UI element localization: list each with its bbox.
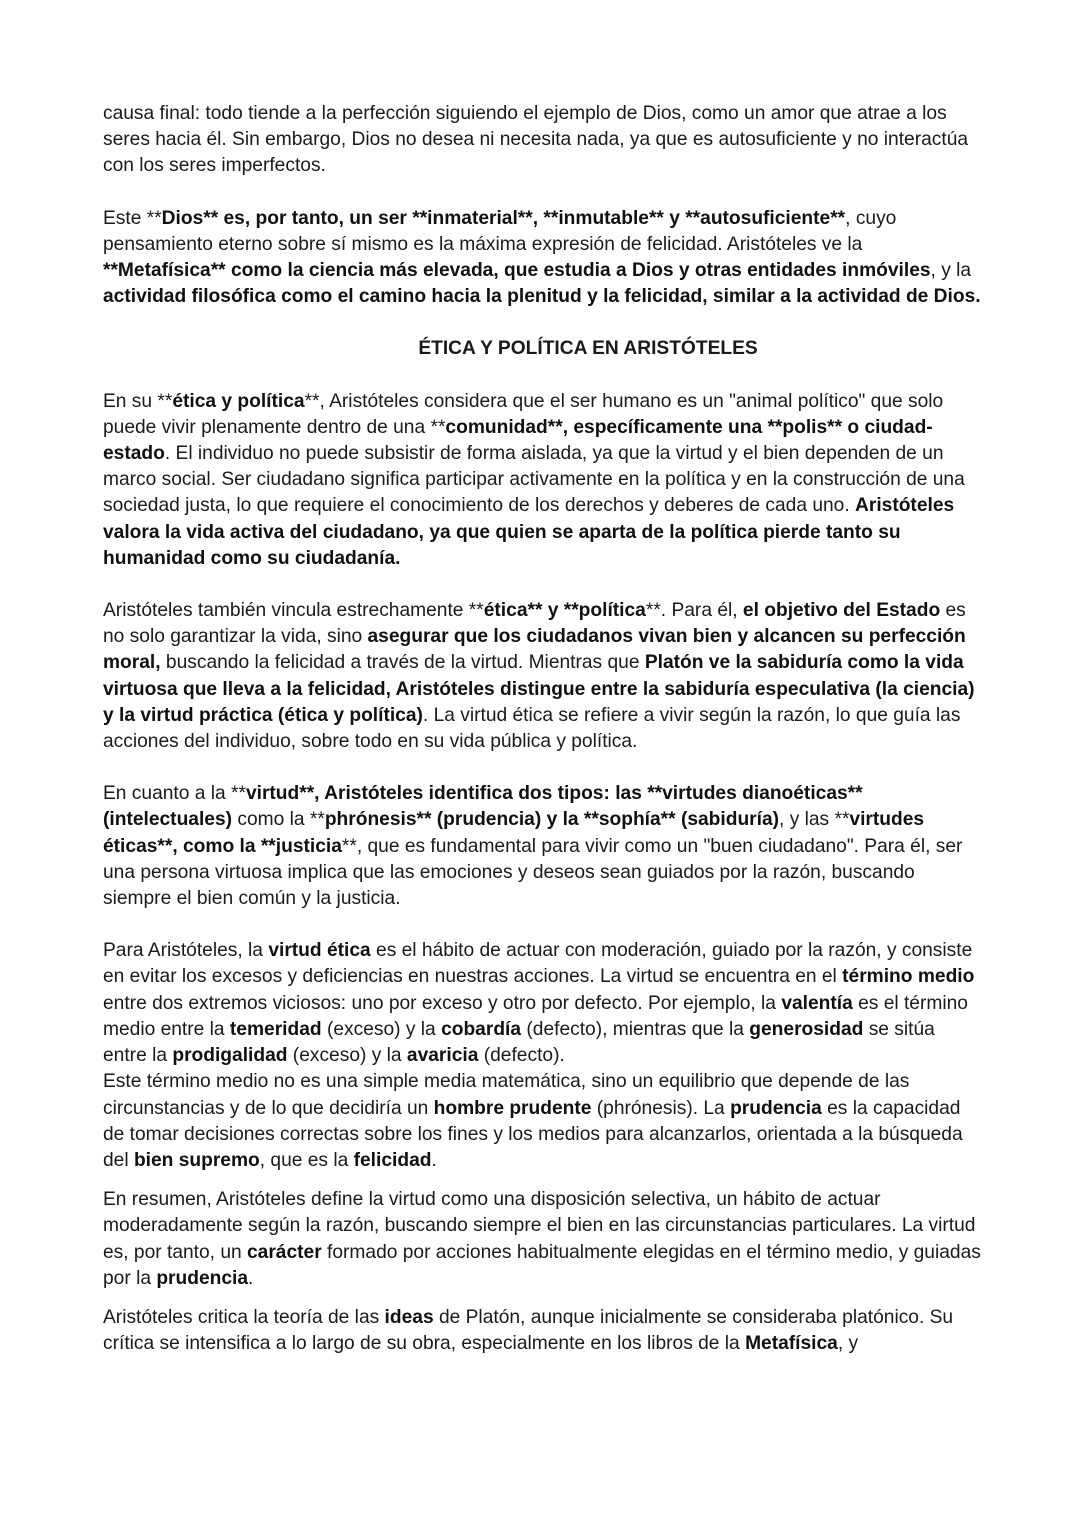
- bold-text: **Metafísica** como la ciencia más elevada, que estudia a Dios y otras entidades inmóviles: [103, 260, 931, 282]
- bold-text: carácter: [247, 1241, 322, 1263]
- section-heading: ÉTICA Y POLÍTICA EN ARISTÓTELES: [418, 338, 758, 360]
- text-run: En su **: [103, 390, 173, 412]
- paragraph-animal-politico: [103, 389, 983, 572]
- bold-text: ideas: [384, 1306, 434, 1328]
- paragraph-resumen: [103, 1187, 983, 1292]
- bold-text: prodigalidad: [172, 1045, 288, 1067]
- text-run: Aristóteles también vincula estrechamente **: [103, 600, 484, 622]
- bold-text: término medio: [842, 966, 975, 988]
- text-run: En cuanto a la **: [103, 783, 246, 805]
- text-run: , y la: [930, 260, 972, 282]
- text-run: Aristóteles critica la teoría de las: [103, 1306, 385, 1328]
- bold-text: virtudes éticas**, como la **justicia: [103, 809, 925, 857]
- bold-text: virtud ética: [268, 940, 371, 962]
- paragraph-dios-inmaterial: [103, 206, 983, 311]
- text-run: .: [248, 1267, 254, 1289]
- text-run: Este término medio no es una simple media matemática, sino un equilibrio que depende de las circunstancias y de lo que decidiría un: [103, 1071, 910, 1119]
- bold-text: prudencia: [730, 1097, 822, 1119]
- bold-text: valentía: [781, 992, 853, 1014]
- text-run: , cuyo pensamiento eterno sobre sí mismo es la máxima expresión de felicidad. Aristóteles ve la: [103, 207, 897, 255]
- text-run: En resumen, Aristóteles define la virtud como una disposición selectiva, un hábito de actuar moderadamente según la razón, buscando siempre el bien en las circunstancias particulares. La virtud es, por tanto, un: [103, 1189, 976, 1263]
- paragraph-virtud-etica: [103, 938, 983, 1069]
- text-run: **, Aristóteles considera que el ser humano es un "animal político" que solo puede vivir plenamente dentro de una **: [103, 390, 944, 438]
- text-run: buscando la felicidad a través de la virtud. Mientras que: [160, 652, 645, 674]
- bold-text: virtud**, Aristóteles identifica dos tipos: las **virtudes dianoéticas** (intelectuales): [103, 783, 863, 831]
- text-run: (exceso) y la: [287, 1045, 407, 1067]
- text-run: (phrónesis). La: [591, 1097, 731, 1119]
- bold-text: ética** y **política: [483, 600, 646, 622]
- paragraph-critica-ideas: [103, 1305, 983, 1357]
- text-run: de Platón, aunque inicialmente se consideraba platónico. Su crítica se intensifica a lo largo de su obra, especialmente en los libros de la: [103, 1306, 954, 1355]
- text-run: **, que es fundamental para vivir como un "buen ciudadano". Para él, ser una persona virtuosa implica que las emociones y deseos sean guiados por la razón, buscando siempre el bien común y la justicia.: [103, 835, 963, 910]
- bold-text: Metafísica: [745, 1333, 838, 1355]
- text-run: . El individuo no puede subsistir de forma aislada, ya que la virtud y el bien dependen de un marco social. Ser ciudadano significa participar activamente en la política y en la construcción de una sociedad justa, lo que requiere el conocimiento de los derechos y deberes de cada uno.: [103, 443, 965, 517]
- bold-text: phrónesis** (prudencia) y la **sophía** (sabiduría): [324, 809, 780, 831]
- bold-text: actividad filosófica como el camino hacia la plenitud y la felicidad, similar a la actividad de Dios.: [103, 286, 981, 308]
- text-run: es el término medio entre la: [103, 992, 968, 1040]
- document-page: [103, 101, 983, 1357]
- text-run: es la capacidad de tomar decisiones correctas sobre los fines y los medios para alcanzarlos, orientada a la búsqueda del: [103, 1097, 963, 1171]
- paragraph-tipos-de-virtud: [103, 781, 983, 912]
- text-run: (defecto).: [478, 1045, 565, 1067]
- text-run: (exceso) y la: [321, 1018, 442, 1040]
- bold-text: avaricia: [406, 1045, 479, 1067]
- paragraph-etica-y-politica: [103, 598, 983, 755]
- text-run: , y: [837, 1333, 859, 1355]
- text-run: (defecto), mientras que la: [521, 1018, 750, 1040]
- bold-text: Platón ve la sabiduría como la vida virtuosa que lleva a la felicidad, Aristóteles distingue entre la sabiduría especulativa (la ciencia) y la virtud práctica (ética y política): [103, 652, 975, 726]
- bold-text: bien supremo: [133, 1149, 260, 1171]
- text-run: es el hábito de actuar con moderación, guiado por la razón, y consiste en evitar los excesos y deficiencias en nuestras acciones. La virtud se encuentra en el: [103, 940, 973, 988]
- paragraph-termino-medio: [103, 1069, 983, 1174]
- text-run: causa final: todo tiende a la perfección siguiendo el ejemplo de Dios, como un amor que atrae a los seres hacia él. Sin embargo, Dios no desea ni necesita nada, ya que es autosuficiente y no interactúa con los seres imperfectos.: [103, 103, 969, 177]
- bold-text: el objetivo del Estado: [742, 600, 941, 622]
- text-run: .: [431, 1149, 437, 1171]
- bold-text: cobardía: [441, 1018, 522, 1040]
- text-run: , que es la: [259, 1149, 354, 1171]
- bold-text: ética y política: [172, 390, 305, 412]
- text-run: como la **: [232, 809, 325, 831]
- bold-text: Aristóteles valora la vida activa del ciudadano, ya que quien se aparta de la política pierde tanto su humanidad como su ciudadanía.: [103, 495, 955, 569]
- bold-text: generosidad: [749, 1018, 864, 1040]
- bold-text: Dios** es, por tanto, un ser **inmaterial**, **inmutable** y **autosuficiente**: [161, 207, 846, 229]
- text-run: Este **: [103, 207, 162, 229]
- bold-text: prudencia: [156, 1267, 249, 1289]
- bold-text: hombre prudente: [433, 1097, 592, 1119]
- text-run: , y las **: [779, 809, 850, 831]
- bold-text: asegurar que los ciudadanos vivan bien y alcancen su perfección moral,: [103, 626, 966, 674]
- text-run: formado por acciones habitualmente elegidas en el término medio, y guiadas por la: [103, 1241, 981, 1289]
- paragraph-causa-final: [103, 101, 983, 180]
- text-run: es no solo garantizar la vida, sino: [103, 600, 966, 648]
- text-run: **. Para él,: [645, 600, 743, 622]
- text-run: Para Aristóteles, la: [103, 940, 269, 962]
- bold-text: temeridad: [229, 1018, 322, 1040]
- bold-text: comunidad**, específicamente una **polis** o ciudad-estado: [103, 416, 933, 465]
- text-run: entre dos extremos viciosos: uno por exceso y otro por defecto. Por ejemplo, la: [103, 992, 782, 1014]
- text-run: se sitúa entre la: [103, 1018, 935, 1067]
- bold-text: felicidad: [353, 1149, 432, 1171]
- text-run: . La virtud ética se refiere a vivir según la razón, lo que guía las acciones del individuo, sobre todo en su vida pública y política.: [103, 704, 961, 753]
